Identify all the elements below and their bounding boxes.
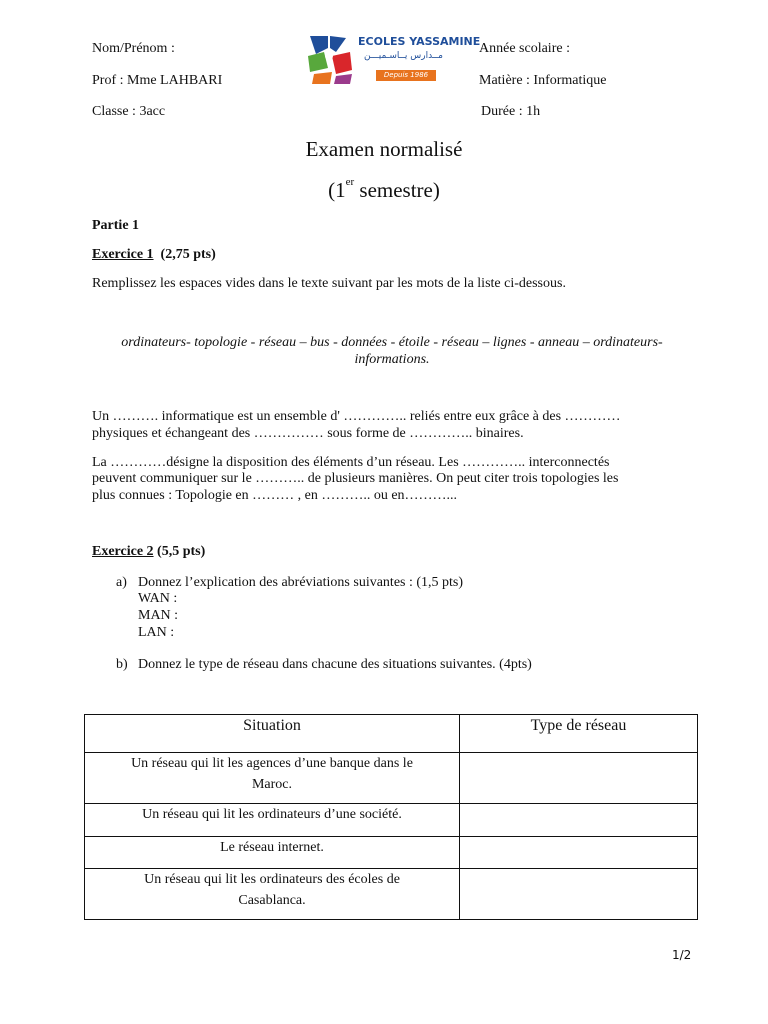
question-a-text: Donnez l’explication des abréviations suivantes : (1,5 pts) xyxy=(138,575,464,590)
situation-cell xyxy=(85,753,460,804)
school-year-label: Année scolaire : xyxy=(479,41,570,56)
situation-line: Le réseau internet. xyxy=(220,840,324,855)
exercise-2-label: Exercice 2 xyxy=(92,544,154,559)
exercise-2-heading xyxy=(92,544,205,561)
paragraph-1-line-2: physiques et échangeant des …………… sous forme de ………….. binaires. xyxy=(92,426,524,441)
exercise-1-label: Exercice 1 xyxy=(92,247,154,262)
exam-subtitle xyxy=(0,178,768,203)
question-b-text: Donnez le type de réseau dans chacune des situations suivantes. (4pts) xyxy=(138,657,532,672)
school-logo xyxy=(306,34,481,86)
table-row xyxy=(85,804,698,837)
table-row xyxy=(85,837,698,869)
exercise-1-heading xyxy=(92,247,216,264)
situation-cell xyxy=(85,869,460,920)
column-header-network-type: Type de réseau xyxy=(460,715,698,753)
network-type-answer-cell[interactable] xyxy=(460,869,698,920)
wan-label: WAN : xyxy=(138,591,178,606)
situation-line: Un réseau qui lit les ordinateurs des écoles de xyxy=(144,872,400,887)
teacher-label: Prof : Mme LAHBARI xyxy=(92,73,223,88)
duration-label: Durée : 1h xyxy=(481,104,541,119)
part-heading: Partie 1 xyxy=(92,218,140,233)
logo-arabic-text: مــدارس يــاسـميـــن xyxy=(364,51,443,61)
network-type-answer-cell[interactable] xyxy=(460,837,698,869)
subtitle-open: (1 xyxy=(328,178,346,202)
situation-line: Casablanca. xyxy=(238,893,306,908)
situation-cell xyxy=(85,804,460,837)
exercise-1-instruction: Remplissez les espaces vides dans le texte suivant par les mots de la liste ci-dessous. xyxy=(92,276,566,291)
question-a-marker: a) xyxy=(116,575,127,590)
lan-label: LAN : xyxy=(138,625,175,640)
network-type-answer-cell[interactable] xyxy=(460,804,698,837)
word-list-line-1: ordinateurs- topologie - réseau – bus - données - étoile - réseau – lignes - anneau – ordinateurs- xyxy=(121,335,663,350)
subject-label: Matière : Informatique xyxy=(479,73,607,88)
exercise-2-points: (5,5 pts) xyxy=(157,544,206,559)
exercise-1-points: (2,75 pts) xyxy=(160,247,216,262)
subtitle-sup: er xyxy=(345,176,355,188)
network-type-answer-cell[interactable] xyxy=(460,753,698,804)
word-list-line-2: informations. xyxy=(354,352,430,367)
column-header-situation: Situation xyxy=(85,715,460,753)
class-label: Classe : 3acc xyxy=(92,104,166,119)
paragraph-2-line-3: plus connues : Topologie en ……… , en ……….. ou en………... xyxy=(92,488,458,503)
situation-line: Un réseau qui lit les ordinateurs d’une société. xyxy=(142,807,402,822)
man-label: MAN : xyxy=(138,608,179,623)
situation-line: Maroc. xyxy=(251,777,293,792)
situation-table xyxy=(84,714,698,920)
paragraph-1-line-1: Un ………. informatique est un ensemble d' ………….. reliés entre eux grâce à des ………… xyxy=(92,409,621,424)
table-row xyxy=(85,753,698,804)
situation-line: Un réseau qui lit les agences d’une banque dans le xyxy=(131,756,413,771)
situation-cell xyxy=(85,837,460,869)
paragraph-2-line-1: La …………désigne la disposition des éléments d’un réseau. Les ………….. interconnectés xyxy=(92,455,610,470)
table-header-row xyxy=(85,715,698,753)
question-b-marker: b) xyxy=(116,657,128,672)
subtitle-rest: semestre) xyxy=(354,178,440,202)
exam-title: Examen normalisé xyxy=(305,137,463,161)
logo-text: ECOLES YASSAMINE xyxy=(358,35,481,48)
logo-since-badge: Depuis 1986 xyxy=(376,70,436,81)
page-number: 1/2 xyxy=(672,948,692,962)
table-row xyxy=(85,869,698,920)
name-label: Nom/Prénom : xyxy=(92,41,175,56)
paragraph-2-line-2: peuvent communiquer sur le ……….. de plusieurs manières. On peut citer trois topologies les xyxy=(92,471,619,486)
